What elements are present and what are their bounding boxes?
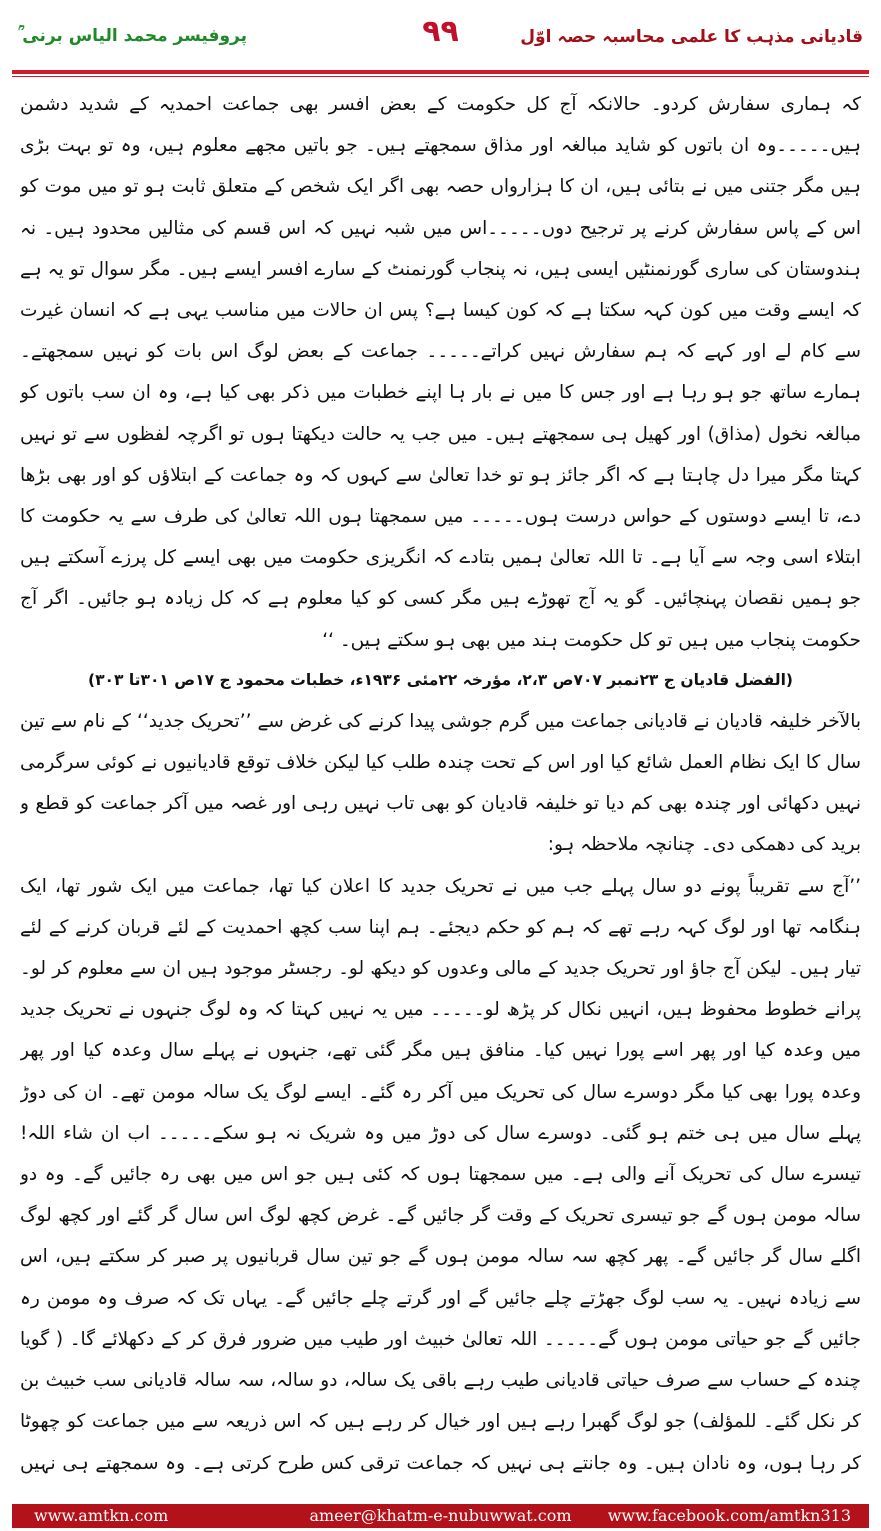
header-rule [12, 70, 869, 74]
quote-paragraph-2: ’’آج سے تقریباً پونے دو سال پہلے جب میں نے تحریک جدید کا اعلان کیا تھا، جماعت میں ایک شور تھا، ایک ہنگامہ تھا اور لوگ کہہ رہے تھے کہ ہم کو حکم دیجئے۔ ہم اپنا سب کچھ احمدیت کے لئے قربان کرنے کے لئے تیار ہیں۔ لیکن آج جاؤ اور تحریک جدید کے مالی وعدوں کو دیکھ لو۔ رجسٹر موجود ہیں ان سے معلوم کر لو۔ پرانے خطوط محفوظ ہیں، انہیں نکال کر پڑھ لو۔۔۔۔۔ میں یہ نہیں کہتا کہ وہ لوگ جنہوں نے تحریک جدید میں وعدہ کیا اور پھر اسے پورا نہیں کیا۔ منافق ہیں مگر گئی تھے، جنہوں نے پہلے سال وعدہ کیا اور پھر وعدہ پورا بھی کیا مگر دوسرے سال کی تحریک میں آکر رہ گئے۔ ایسے لوگ یک سالہ مومن تھے۔ ان کی دوڑ پہلے سال میں ہی ختم ہو گئی۔ دوسرے سال کی دوڑ میں وہ شریک نہ ہو سکے۔۔۔۔۔ اب ان شاء اللہ! تیسرے سال کی تحریک آنے والی ہے۔ میں سمجھتا ہوں کہ کئی ہیں جو اس میں بھی رہ جائیں گے۔ وہ دو سالہ مومن ہوں گے جو تیسری تحریک کے وقت گر جائیں گے۔ غرض کچھ لوگ اس سال گر گئے اور کچھ لوگ اگلے سال گر جائیں گے۔ پھر کچھ سہ سالہ مومن ہوں گے جو تین سال قربانیوں پر صبر کر سکتے ہیں، اس سے زیادہ نہیں۔ یہ سب لوگ جھڑتے چلے جائیں گے اور گرتے چلے جائیں گے۔ یہاں تک کہ صرف وہ مومن رہ جائیں گے جو حیاتی مومن ہوں گے۔۔۔۔۔ اللہ تعالیٰ خبیث اور طیب میں ضرور فرق کر کے دکھلائے گا۔ ( گویا چندہ کے حساب سے صرف حیاتی قادیانی طیب رہے باقی یک سالہ، دو سالہ، سہ سالہ قادیانی سب خبیث بن کر نکل گئے۔ للمؤلف) جو لوگ گھبرا رہے ہیں اور خیال کر رہے ہیں کہ اس ذریعہ سے میں جماعت کو چھوٹا کر رہا ہوں، وہ نادان ہیں۔ وہ جانتے ہی نہیں کہ جماعت ترقی کس طرح کرتی ہے۔ وہ سمجھتے ہی نہیں [20, 875, 861, 1474]
footer-email-link[interactable]: ameer@khatm-e-nubuwwat.com [309, 1506, 572, 1525]
header-rule-thin [12, 76, 869, 77]
page-body [20, 84, 861, 1484]
footer-facebook-link[interactable]: www.facebook.com/amtkn313 [607, 1506, 851, 1525]
author-name: پروفیسر محمد الیاس برنی ؒ [18, 26, 248, 46]
narrative-paragraph: بالآخر خلیفہ قادیان نے قادیانی جماعت میں گرم جوشی پیدا کرنے کی غرض سے ’’تحریک جدید‘‘ کے نام سے تین سال کا ایک نظام العمل شائع کیا اور اس کے تحت چندہ طلب کیا لیکن خلاف توقع قادیانیوں نے کوئی سرگرمی نہیں دکھائی اور چندہ بھی کم دیا تو خلیفہ قادیان کو بھی تاب نہیں رہی اور غصہ میں آکر جماعت کو قطع و برید کی دھمکی دی۔ چنانچہ ملاحظہ ہو: [20, 710, 861, 856]
quote-paragraph-1: کہ ہماری سفارش کردو۔ حالانکہ آج کل حکومت کے بعض افسر بھی جماعت احمدیہ کے شدید دشمن ہیں۔۔۔۔۔وہ ان باتوں کو شاید مبالغہ اور مذاق سمجھتے ہیں۔ جو باتیں مجھے معلوم ہیں، وہ تو بہت بڑی ہیں مگر جتنی میں نے بتائی ہیں، ان کا ہزارواں حصہ بھی اگر ایک شخص کے متعلق ثابت ہو تو میں موت کو اس کے پاس سفارش کرنے پر ترجیح دوں۔۔۔۔۔اس میں شبہ نہیں کہ اس قسم کی مثالیں محدود ہیں۔ نہ ہندوستان کی ساری گورنمنٹیں ایسی ہیں، نہ پنجاب گورنمنٹ کے سارے افسر ایسے ہیں۔ مگر سوال تو یہ ہے کہ ایسے وقت میں کون کہہ سکتا ہے کہ کون کیسا ہے؟ پس ان حالات میں مناسب یہی ہے کہ انسان غیرت سے کام لے اور کہے کہ ہم سفارش نہیں کراتے۔۔۔۔۔ جماعت کے بعض لوگ اس بات کو نہیں سمجھتے۔ ہمارے ساتھ جو ہو رہا ہے اور جس کا میں نے بار ہا اپنے خطبات میں ذکر بھی کیا ہے، وہ ان سب باتوں کو مبالغہ نخول (مذاق) اور کھیل ہی سمجھتے ہیں۔ میں جب یہ حالت دیکھتا ہوں تو اگرچہ لفظوں سے تو نہیں کہتا مگر میرا دل چاہتا ہے کہ اگر جائز ہو تو خدا تعالیٰ سے کہوں کہ وہ جماعت کے ابتلاؤں کو اور بھی بڑھا دے، تا ایسے دوستوں کے حواس درست ہوں۔۔۔۔۔ میں سمجھتا ہوں اللہ تعالیٰ کی طرف سے یہ حکومت کا ابتلاء اسی وجہ سے آیا ہے۔ تا اللہ تعالیٰ ہمیں بتادے کہ انگریزی حکومت میں بھی ایسے کل پرزے آسکتے ہیں جو ہمیں نقصان پہنچائیں۔ گو یہ آج تھوڑے ہیں مگر کسی کو کیا معلوم ہے کہ کل زیادہ ہو جائیں۔ اگر آج حکومت پنجاب میں ہیں تو کل حکومت ہند میں بھی ہو سکتے ہیں۔ ‘‘ [20, 94, 861, 651]
citation-1: (الفضل قادیان ج ۲۳نمبر ۷۰۷ص ۲،۳، مؤرخہ ۲۲مئی ۱۹۳۶ء، خطبات محمود ج ۱۷ص ۳۰۱تا ۳۰۳) [87, 670, 794, 689]
book-title: قادیانی مذہب کا علمی محاسبہ حصہ اوّل [520, 27, 863, 47]
page-footer [12, 1504, 869, 1528]
page-number: ۹۹ [422, 14, 459, 49]
page-header [0, 0, 881, 68]
footer-website-link[interactable]: www.amtkn.com [34, 1506, 169, 1525]
